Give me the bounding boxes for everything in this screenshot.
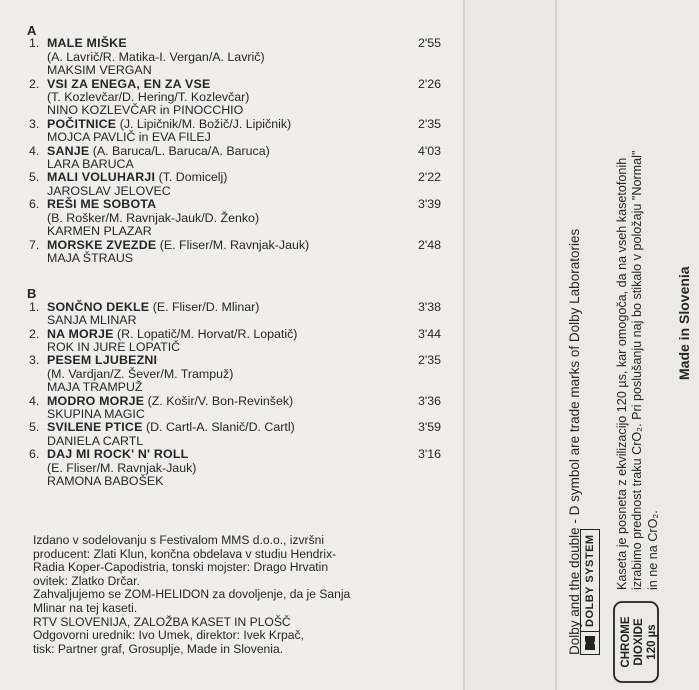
track-credits: (J. Lipičnik/M. Božič/J. Lipičnik) <box>119 116 292 131</box>
cassette-info <box>615 151 661 590</box>
credits-line: Odgovorni urednik: Ivo Umek, direktor: Ivek Krpač, <box>33 628 304 643</box>
track-number: 3. <box>29 116 40 131</box>
track-duration: 3'38 <box>417 299 441 314</box>
track-credits: (Z. Košir/V. Bon-Revinšek) <box>147 393 294 408</box>
track-number: 6. <box>29 447 40 462</box>
credits-line: Mlinar na tej kaseti. <box>33 600 138 615</box>
side-b <box>27 287 447 488</box>
track-title: MALE MIŠKE <box>47 36 127 51</box>
track-entry <box>27 118 447 145</box>
dolby-double-d-icon <box>581 631 599 654</box>
info-line: izrabimo prednost traku CrO₂. Pri poslušanju naj bo stikalo v položaju "Normal" <box>630 150 645 590</box>
track-duration: 3'36 <box>417 393 441 408</box>
track-entry <box>27 421 447 448</box>
track-duration: 3'59 <box>417 420 441 435</box>
side-a-label: A <box>27 23 37 38</box>
track-duration: 3'16 <box>417 447 441 462</box>
track-number: 4. <box>29 393 40 408</box>
credits-line: RTV SLOVENIJA, ZALOŽBA KASET IN PLOŠČ <box>33 614 291 629</box>
track-entry <box>27 301 447 328</box>
track-artist: KARMEN PLAZAR <box>47 224 152 239</box>
chrome-label-line: DIOXIDE <box>633 618 645 666</box>
dolby-trademark-text: Dolby and the double - D symbol are trade marks of Dolby Laboratories <box>567 228 582 655</box>
track-title: SONČNO DEKLE <box>47 299 150 314</box>
track-number: 6. <box>29 197 40 212</box>
track-duration: 2'35 <box>417 353 441 368</box>
track-number: 5. <box>29 170 40 185</box>
track-entry <box>27 171 447 198</box>
track-entry <box>27 145 447 172</box>
credits-line: ovitek: Zlatko Drčar. <box>33 573 140 588</box>
track-artist: SKUPINA MAGIC <box>47 406 145 421</box>
track-credits: (A. Baruca/L. Baruca/A. Baruca) <box>92 143 270 158</box>
track-title: POČITNICE <box>47 116 117 131</box>
track-artist: MAJA TRAMPUŽ <box>47 380 143 395</box>
track-artist: LARA BARUCA <box>47 157 134 172</box>
info-line: Kaseta je posneta z ekvilizacijo 120 µs, kar omogoča, da na vseh kasetofonih <box>615 157 629 590</box>
track-duration: 2'55 <box>417 36 441 51</box>
chrome-dioxide-badge <box>612 600 660 684</box>
track-duration: 3'39 <box>417 197 441 212</box>
track-credits-line: (E. Fliser/M. Ravnjak-Jauk) <box>47 460 197 475</box>
track-title: PESEM LJUBEZNI <box>47 353 158 368</box>
tracklist <box>27 24 447 488</box>
track-title: MALI VOLUHARJI <box>47 170 156 185</box>
credits-line: tisk: Partner graf, Grosuplje, Made in Slovenia. <box>33 641 284 656</box>
spine-panel <box>465 0 555 690</box>
track-title: SVILENE PTICE <box>47 420 143 435</box>
production-credits <box>33 534 443 656</box>
credits-line: Radia Koper-Capodistria, tonski mojster: Drago Hrvatin <box>33 560 329 575</box>
side-b-tracks <box>27 301 447 489</box>
track-entry <box>27 78 447 118</box>
track-credits-line: (B. Rošker/M. Ravnjak-Jauk/D. Ženko) <box>47 210 260 225</box>
track-duration: 2'35 <box>417 116 441 131</box>
track-number: 2. <box>29 326 40 341</box>
track-artist: MOJCA PAVLIČ in EVA FILEJ <box>47 130 211 145</box>
track-credits: (E. Fliser/D. Mlinar) <box>152 299 260 314</box>
track-artist: RAMONA BABOŠEK <box>47 474 164 488</box>
credits-line: Izdano v sodelovanju s Festivalom MMS d.o.o., izvršni <box>33 533 325 547</box>
track-credits: (R. Lopatič/M. Horvat/R. Lopatič) <box>117 326 298 341</box>
made-in-label: Made in Slovenia <box>676 266 692 380</box>
track-number: 2. <box>29 76 40 91</box>
track-credits: (D. Cartl-A. Slanič/D. Cartl) <box>146 420 295 435</box>
credits-line: Zahvaljujemo se ZOM-HELIDON za dovoljenje, da je Sanja <box>33 587 351 602</box>
track-number: 1. <box>29 36 40 51</box>
track-duration: 2'22 <box>417 170 441 185</box>
track-artist: DANIELA CARTL <box>47 433 144 448</box>
track-number: 4. <box>29 143 40 158</box>
track-entry <box>27 448 447 488</box>
chrome-label-line: CHROME <box>620 616 632 668</box>
track-artist: ROK IN JURE LOPATIČ <box>47 339 181 354</box>
track-artist: MAKSIM VERGAN <box>47 63 152 78</box>
track-entry <box>27 198 447 238</box>
dolby-logo <box>580 529 600 655</box>
dolby-logo-text: DOLBY SYSTEM <box>584 534 596 627</box>
track-artist: JAROSLAV JELOVEC <box>47 183 171 198</box>
track-duration: 4'03 <box>417 143 441 158</box>
track-credits-line: (M. Vardjan/Z. Šever/M. Trampuž) <box>47 366 234 381</box>
track-artist: MAJA ŠTRAUS <box>47 250 134 265</box>
track-entry <box>27 354 447 394</box>
track-duration: 3'44 <box>417 326 441 341</box>
side-a <box>27 24 447 265</box>
track-number: 1. <box>29 299 40 314</box>
track-artist: SANJA MLINAR <box>47 313 137 328</box>
track-entry <box>27 395 447 422</box>
track-number: 5. <box>29 420 40 435</box>
track-title: MODRO MORJE <box>47 393 145 408</box>
side-b-label: B <box>27 286 37 302</box>
chrome-label-line: 120 µs <box>646 624 658 660</box>
track-duration: 2'48 <box>417 237 441 252</box>
track-duration: 2'26 <box>417 76 441 91</box>
track-number: 7. <box>29 237 40 252</box>
track-number: 3. <box>29 353 40 368</box>
track-credits: (T. Domicelj) <box>158 170 228 185</box>
info-line: in ne na CrO₂. <box>645 510 660 590</box>
track-title: NA MORJE <box>47 326 114 341</box>
track-title: SANJE <box>47 143 90 158</box>
track-entry <box>27 37 447 77</box>
track-title: MORSKE ZVEZDE <box>47 237 157 252</box>
track-title: VSI ZA ENEGA, EN ZA VSE <box>47 76 211 91</box>
track-artist: NINO KOZLEVČAR in PINOCCHIO <box>47 103 244 118</box>
track-entry <box>27 239 447 266</box>
credits-line: producent: Zlati Klun, končna obdelava v studiu Hendrix- <box>33 546 337 561</box>
track-title: REŠI ME SOBOTA <box>47 197 157 212</box>
track-credits: (E. Fliser/M. Ravnjak-Jauk) <box>159 237 310 252</box>
track-entry <box>27 328 447 355</box>
track-title: DAJ MI ROCK' N' ROLL <box>47 447 189 462</box>
track-credits-line: (T. Kozlevčar/D. Hering/T. Kozlevčar) <box>47 90 250 105</box>
track-credits-line: (A. Lavrič/R. Matika-I. Vergan/A. Lavrič) <box>47 49 265 64</box>
side-a-tracks <box>27 37 447 265</box>
